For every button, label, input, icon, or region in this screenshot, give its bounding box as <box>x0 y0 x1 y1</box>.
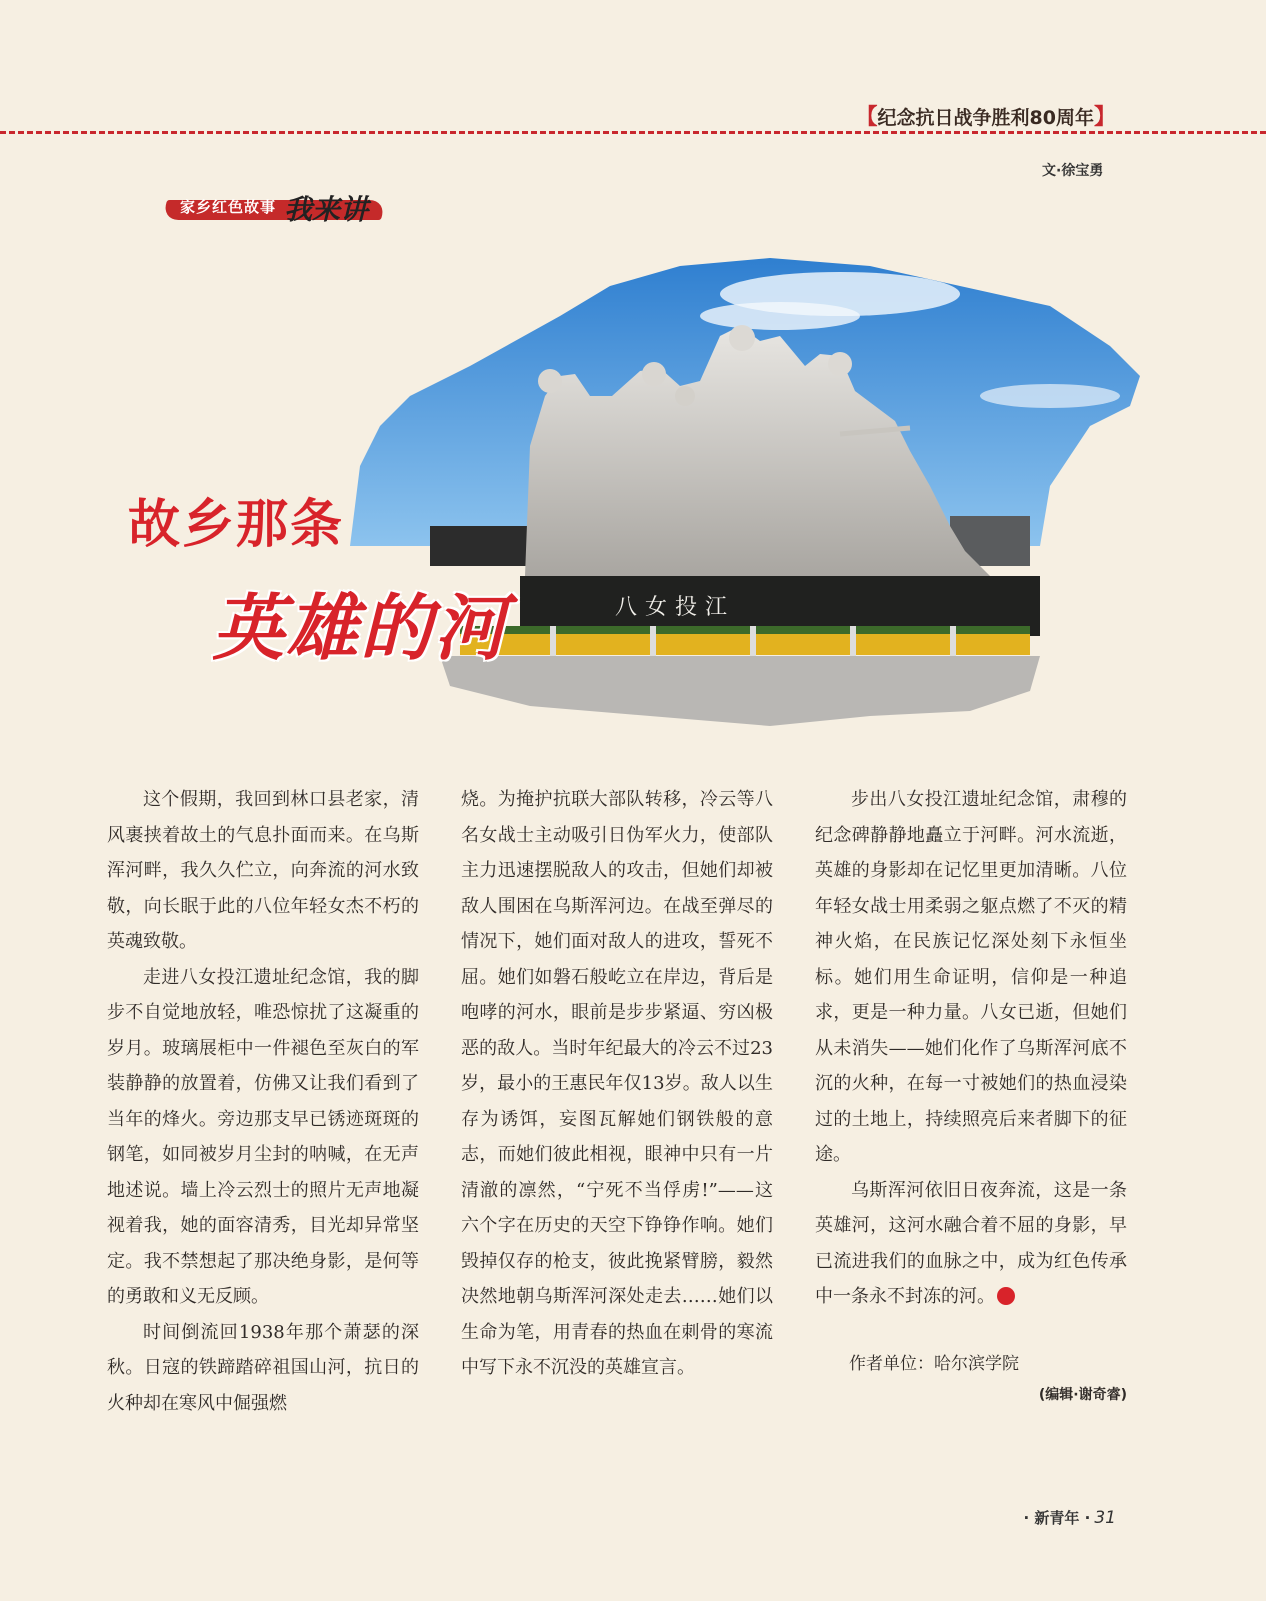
article-title-line2: 英雄的河 <box>212 585 509 670</box>
statue-head <box>675 386 695 406</box>
paragraph: 烧。为掩护抗联大部队转移，冷云等八名女战士主动吸引日伪军火力，使部队主力迅速摆脱敌人的攻击，但她们却被敌人围困在乌斯浑河边。在战至弹尽的情况下，她们面对敌人的进攻，誓死不屈。她们如磐石般屹立在岸边，背后是咆哮的河水，眼前是步步紧逼、穷凶极恶的敌人。当时年纪最大的冷云不过23岁，最小的王惠民年仅13岁。敌人以生存为诱饵，妄图瓦解她们钢铁般的意志，而她们彼此相视，眼神中只有一片清澈的凛然，“宁死不当俘虏!”——这六个字在历史的天空下铮铮作响。她们毁掉仅存的枪支，彼此挽紧臂膀，毅然决然地朝乌斯浑河深处走去……她们以生命为笔，用青春的热血在刺骨的寒流中写下永不沉没的英雄宣言。 <box>461 789 773 1378</box>
column-logo <box>160 186 392 236</box>
flower-bed-edge <box>460 626 1030 634</box>
statue-head <box>642 362 666 386</box>
bollard <box>950 626 956 656</box>
paragraph: 时间倒流回1938年那个萧瑟的深秋。日寇的铁蹄踏碎祖国山河，抗日的火种却在寒风中倔强燃 <box>107 1321 419 1414</box>
bollard <box>550 626 556 656</box>
paragraph-text: 乌斯浑河依旧日夜奔流，这是一条英雄河，这河水融合着不屈的身影，早已流进我们的血脉之中，成为红色传承中一条永不封冻的河。 <box>815 1179 1127 1307</box>
header-dashed-divider <box>0 131 1266 134</box>
page-footer <box>1024 1507 1116 1528</box>
paragraph: 这个假期，我回到林口县老家，清风裹挟着故土的气息扑面而来。在乌斯浑河畔，我久久伫立，向奔流的河水致敬，向长眠于此的八位年轻女杰不朽的英魂致敬。 <box>107 789 419 952</box>
statue-head <box>729 325 755 351</box>
bollard <box>850 626 856 656</box>
paragraph <box>815 1173 1127 1315</box>
statue-head <box>828 352 852 376</box>
article-title-line1: 故乡那条 <box>128 495 345 555</box>
magazine-name: · 新青年 · <box>1023 1509 1091 1527</box>
column-logo-label: 家乡红色故事 <box>180 198 277 216</box>
paragraph: 走进八女投江遗址纪念馆，我的脚步不自觉地放轻，唯恐惊扰了这凝重的岁月。玻璃展柜中一件褪色至灰白的军装静静的放置着，仿佛又让我们看到了当年的烽火。旁边那支早已锈迹斑斑的钢笔，如同被岁月尘封的呐喊，在无声地述说。墙上冷云烈士的照片无声地凝视着我，她的面容清秀，目光却异常坚定。我不禁想起了那决绝身影，是何等的勇敢和义无反顾。 <box>107 966 419 1307</box>
author-affiliation: 作者单位：哈尔滨学院 <box>849 1353 1019 1374</box>
column-header-tag <box>856 100 1116 131</box>
editor-credit: (编辑·谢奇睿) <box>1038 1387 1127 1403</box>
column-logo-calligraphy: 我来讲 <box>284 193 369 226</box>
flower-bed <box>460 631 1030 655</box>
bollard <box>750 626 756 656</box>
page-number: 31 <box>1094 1508 1116 1528</box>
monument-inscription: 八女投江 <box>615 595 736 620</box>
article-column-1 <box>107 782 419 1421</box>
statue-head <box>538 369 562 393</box>
article-column-2 <box>461 782 773 1386</box>
cloud <box>980 384 1120 408</box>
bracket-open: 【 <box>855 105 878 130</box>
paragraph: 步出八女投江遗址纪念馆，肃穆的纪念碑静静地矗立于河畔。河水流逝，英雄的身影却在记忆里更加清晰。八位年轻女战士用柔弱之躯点燃了不灭的精神火焰，在民族记忆深处刻下永恒坐标。她们用生命证明，信仰是一种追求，更是一种力量。八女已逝，但她们从未消失——她们化作了乌斯浑河底不沉的火种，在每一寸被她们的热血浸染过的土地上，持续照亮后来者脚下的征途。 <box>815 789 1127 1165</box>
cloud <box>700 302 860 330</box>
plaza <box>440 656 1040 726</box>
bollard <box>650 626 656 656</box>
author-byline: 文·徐宝勇 <box>1042 163 1104 179</box>
header-tag-text: 纪念抗日战争胜利80周年 <box>877 107 1094 129</box>
article-column-3 <box>815 782 1127 1406</box>
end-mark-icon <box>997 1287 1015 1305</box>
bracket-close: 】 <box>1093 105 1116 130</box>
